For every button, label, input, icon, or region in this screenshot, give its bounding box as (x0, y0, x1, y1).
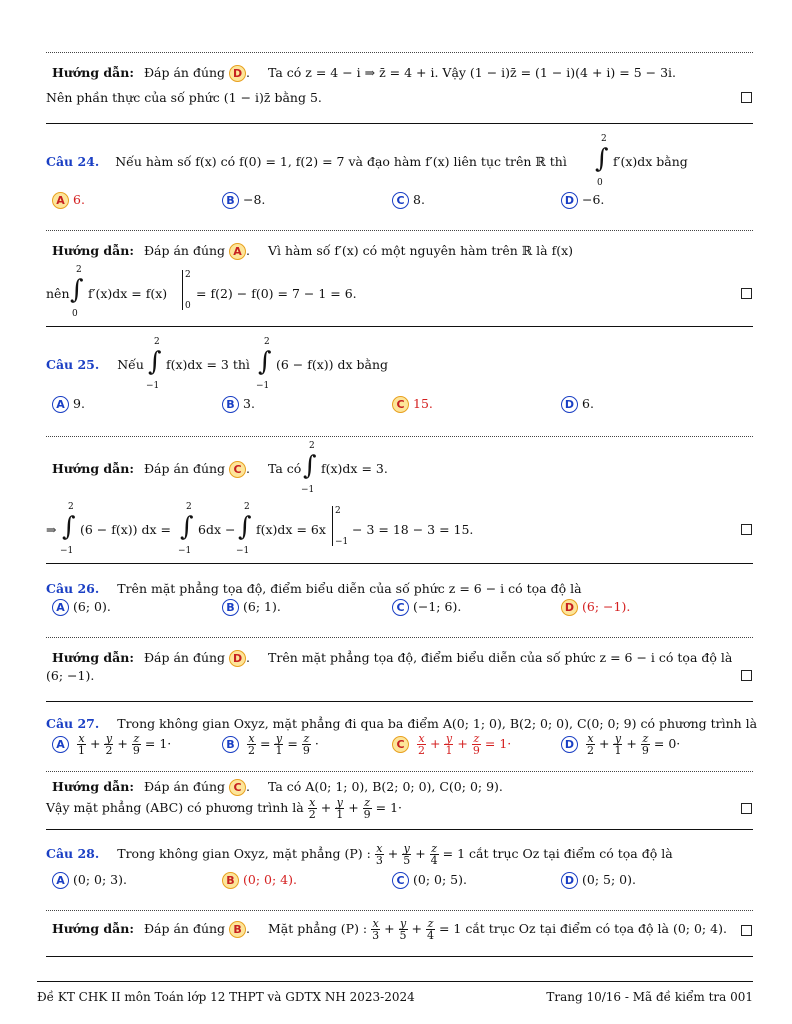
option-a[interactable]: A 9. (52, 396, 85, 413)
option-d[interactable]: D $\frac{x}{2}$ + $\frac{y}{1}$ + $\frac{z}{9}$ = 0· (561, 733, 680, 756)
solution-text: f′(x)dx = f(x) (88, 286, 168, 301)
option-a[interactable]: A 6. (52, 192, 85, 209)
solution-line: Hướng dẫn: Đáp án đúng A . Vì hàm số f′(x) có một nguyên hàm trên ℝ là f(x) (52, 243, 574, 258)
option-a[interactable]: A $\frac{x}{1}$ + $\frac{y}{2}$ + $\frac{z}{9}$ = 1· (52, 733, 171, 756)
solution-text: Nên phần thực của số phức (1 − i)z̄ bằng 5. (46, 90, 322, 105)
integral-sign: 2 ∫ −1 (236, 502, 252, 556)
integral-sign: 2 ∫ −1 (256, 337, 272, 391)
solution-line: Hướng dẫn: Đáp án đúng C . Ta có (52, 461, 302, 476)
option-b[interactable]: B −8. (222, 192, 265, 209)
option-c[interactable]: C (−1; 6). (392, 599, 461, 616)
footer-title: Đề KT CHK II môn Toán lớp 12 THPT và GDTX NH 2023-2024 (37, 990, 415, 1004)
qed-box (741, 524, 752, 535)
section-rule (46, 701, 753, 702)
integral-sign: 2 ∫ −1 (146, 337, 162, 391)
answer-circle: D (229, 65, 246, 82)
solution-line: Hướng dẫn: Đáp án đúng D . Ta có z = 4 − i ⇒ z̄ = 4 + i. Vậy (1 − i)z̄ = (1 − i)(4 + i) = 5 − 3i. (52, 65, 677, 80)
option-c[interactable]: C (0; 0; 5). (392, 872, 467, 889)
evaluation-bar (332, 506, 333, 546)
solution-intro: Đáp án đúng (143, 65, 226, 80)
question-26: Câu 26. Trên mặt phẳng tọa độ, điểm biểu diễn của số phức z = 6 − i có tọa độ là (46, 581, 582, 596)
question-stem: Nếu hàm số f(x) có f(0) = 1, f(2) = 7 và đạo hàm f′(x) liên tục trên ℝ thì (115, 154, 567, 169)
answer-circle: C (229, 461, 246, 478)
option-d[interactable]: D 6. (561, 396, 594, 413)
solution-line: Vậy mặt phẳng (ABC) có phương trình là $\frac{x}{2}$ + $\frac{y}{1}$ + $\frac{z}{9}$ = 1· (46, 796, 403, 821)
option-b[interactable]: B 3. (222, 396, 255, 413)
dotted-separator (46, 910, 753, 911)
section-rule (46, 829, 753, 830)
answer-circle: D (229, 650, 246, 667)
option-a[interactable]: A (6; 0). (52, 599, 111, 616)
answer-circle: A (229, 243, 246, 260)
integral-sign: 2 ∫ 0 (595, 134, 609, 188)
solution-line: Hướng dẫn: Đáp án đúng D . Trên mặt phẳng tọa độ, điểm biểu diễn của số phức z = 6 − i có tọa độ là (52, 650, 733, 665)
integral-sign: 2 ∫ −1 (301, 441, 317, 495)
option-c[interactable]: C 8. (392, 192, 425, 209)
answer-circle: C (229, 779, 246, 796)
integral-expression: f′(x)dx bằng (613, 154, 688, 169)
footer-rule (37, 981, 753, 982)
option-b[interactable]: B $\frac{x}{2}$ = $\frac{y}{1}$ = $\frac{z}{9}$ · (222, 733, 319, 756)
question-27: Câu 27. Trong không gian Oxyz, mặt phẳng đi qua ba điểm A(0; 1; 0), B(2; 0; 0), C(0; 0; 9) có phương trình là (46, 716, 758, 731)
evaluation-bar (182, 270, 183, 310)
section-rule (46, 123, 753, 124)
question-24 (46, 154, 567, 169)
option-d[interactable]: D (0; 5; 0). (561, 872, 636, 889)
question-25: Câu 25. Nếu (46, 357, 144, 372)
option-c[interactable]: C $\frac{x}{2}$ + $\frac{y}{1}$ + $\frac{z}{9}$ = 1· (392, 733, 511, 756)
dotted-separator (46, 230, 753, 231)
question-number: Câu 24. (46, 154, 100, 169)
solution-line: Hướng dẫn: Đáp án đúng C . Ta có A(0; 1; 0), B(2; 0; 0), C(0; 0; 9). (52, 779, 503, 794)
option-d[interactable]: D (6; −1). (561, 599, 630, 616)
integral-sign: 2 ∫ −1 (60, 502, 76, 556)
section-rule (46, 563, 753, 564)
dotted-separator (46, 637, 753, 638)
dotted-separator (46, 52, 753, 53)
dotted-separator (46, 771, 753, 772)
solution-text: nên (46, 286, 70, 301)
option-c[interactable]: C 15. (392, 396, 433, 413)
qed-box (741, 288, 752, 299)
option-b[interactable]: B (6; 1). (222, 599, 281, 616)
answer-circle: B (229, 921, 246, 938)
qed-box (741, 925, 752, 936)
option-a[interactable]: A (0; 0; 3). (52, 872, 127, 889)
integral-sign: 2 ∫ −1 (178, 502, 194, 556)
option-d[interactable]: D −6. (561, 192, 604, 209)
solution-line: Hướng dẫn: Đáp án đúng B . Mặt phẳng (P) : $\frac{x}{3}$ + $\frac{y}{5}$ + $\frac{z}{4}$ = 1 cắt trục Oz tại điểm có tọa độ là (0; 0; 4). (52, 917, 727, 942)
qed-box (741, 803, 752, 814)
question-28: Câu 28. Trong không gian Oxyz, mặt phẳng (P) : $\frac{x}{3}$ + $\frac{y}{5}$ + $\frac{z}{4}$ = 1 cắt trục Oz tại điểm có tọa độ là (46, 842, 673, 867)
solution-text: Ta có z = 4 − i ⇒ z̄ = 4 + i. Vậy (1 − i)z̄ = (1 − i)(4 + i) = 5 − 3i. (268, 65, 677, 80)
solution-text: = f(2) − f(0) = 7 − 1 = 6. (196, 286, 357, 301)
dotted-separator (46, 436, 753, 437)
qed-box (741, 92, 752, 103)
solution-label: Hướng dẫn: (52, 65, 134, 80)
section-rule (46, 956, 753, 957)
section-rule (46, 326, 753, 327)
page-number: Trang 10/16 - Mã đề kiểm tra 001 (546, 990, 753, 1004)
integral-sign: 2 ∫ 0 (70, 265, 84, 319)
qed-box (741, 670, 752, 681)
option-b[interactable]: B (0; 0; 4). (222, 872, 297, 889)
